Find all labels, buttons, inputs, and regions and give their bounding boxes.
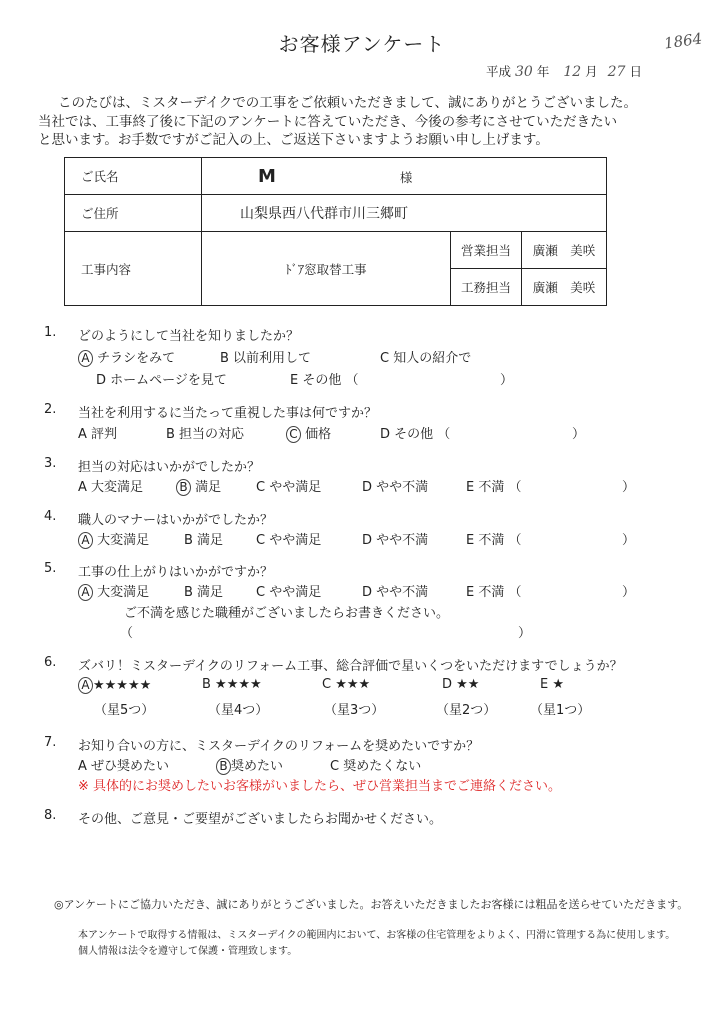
q2-option-a[interactable]: A 評判 — [78, 427, 118, 442]
q4-option-c[interactable]: C やや満足 — [256, 533, 322, 548]
name-label: ご氏名 — [65, 158, 202, 195]
q5-option-a[interactable]: A 大変満足 — [78, 581, 149, 601]
q2-option-c[interactable]: C 価格 — [286, 423, 331, 443]
q3-option-b[interactable]: B 満足 — [176, 476, 221, 496]
q1-a-circled: A — [78, 350, 93, 367]
q1-option-a[interactable]: A チラシをみて — [78, 347, 175, 367]
q2-number: 2. — [44, 402, 57, 417]
name-value: M — [258, 165, 276, 187]
q7-option-c[interactable]: C 奨めたくない — [330, 759, 422, 774]
footer-privacy-2: 個人情報は法令を遵守して保護・管理致します。 — [78, 946, 298, 957]
q4-a-circled: A — [78, 532, 93, 549]
q3-option-a[interactable]: A 大変満足 — [78, 480, 144, 495]
intro-line-2: 当社では、工事終了後に下記のアンケートに答えていただき、今後の参考にさせていただきたい — [38, 113, 618, 130]
sales-value: 廣瀬 美咲 — [532, 243, 596, 258]
date-year-unit: 年 — [536, 64, 550, 79]
q6-option-b[interactable]: B ★★★★ — [202, 677, 262, 692]
intro-line-1: このたびは、ミスターデイクでの工事をご依頼いただきまして、誠にありがとうございました。 — [58, 95, 638, 111]
q8-text: その他、ご意見・ご要望がございましたらお聞かせください。 — [78, 812, 443, 827]
q4-text: 職人のマナーはいかがでしたか？ — [78, 513, 274, 528]
work-value: ﾄﾞｱ窓取替工事 — [285, 261, 367, 277]
sales-label: 営業担当 — [451, 232, 522, 269]
footer-privacy-1: 本アンケートで取得する情報は、ミスターデイクの範囲内において、お客様の住宅管理をよりよく、円滑に管理する為に使用します。 — [78, 930, 676, 941]
page-title: お客様アンケート — [278, 32, 446, 56]
q6-sub-b: （星4つ） — [208, 703, 269, 718]
q8-number: 8. — [44, 808, 57, 823]
sales-cell — [522, 232, 607, 269]
q1-option-e[interactable]: E その他 （ — [290, 373, 359, 388]
q6-sub-e: （星1つ） — [530, 703, 591, 718]
q4-option-d[interactable]: D やや不満 — [362, 533, 429, 548]
q2-option-b[interactable]: B 担当の対応 — [166, 427, 245, 442]
q6-sub-c: （星3つ） — [324, 703, 385, 718]
q6-option-e[interactable]: E ★ — [540, 677, 565, 692]
q7-note: ※ 具体的にお奨めしたいお客様がいましたら、ぜひ営業担当までご連絡ください。 — [78, 779, 562, 794]
q3-option-e-close: ） — [622, 480, 636, 495]
intro-line-3: と思います。お手数ですがご記入の上、ご返送下さいますようお願い申し上げます。 — [38, 132, 549, 148]
q2-c-circled: C — [286, 426, 301, 443]
work-cell — [202, 232, 451, 306]
works-value: 廣瀬 美咲 — [532, 280, 596, 295]
q5-option-e[interactable]: E 不満 （ — [466, 585, 522, 600]
q6-option-c[interactable]: C ★★★ — [322, 677, 371, 692]
q6-option-d[interactable]: D ★★ — [442, 677, 480, 692]
q3-number: 3. — [44, 456, 57, 471]
q1-option-e-close: ） — [500, 373, 514, 388]
date-day: 27 — [607, 64, 626, 80]
q5-text: 工事の仕上がりはいかがですか？ — [78, 565, 274, 580]
q7-text: お知り合いの方に、ミスターデイクのリフォームを奨めたいですか？ — [78, 739, 480, 754]
q4-number: 4. — [44, 509, 57, 524]
name-cell — [202, 158, 607, 195]
q3-b-circled: B — [176, 479, 191, 496]
q5-number: 5. — [44, 561, 57, 576]
q5-paren-close: ） — [518, 626, 532, 641]
address-cell — [202, 195, 607, 232]
q5-option-c[interactable]: C やや満足 — [256, 585, 322, 600]
q3-option-d[interactable]: D やや不満 — [362, 480, 429, 495]
q6-text: ズバリ！ミスターデイクのリフォーム工事、総合評価で星いくつをいただけますでしょうか？ — [78, 659, 623, 674]
address-value: 山梨県西八代群市川三郷町 — [240, 206, 408, 222]
date-line — [486, 62, 642, 80]
q3-option-e[interactable]: E 不満 （ — [466, 480, 522, 495]
work-label: 工事内容 — [65, 232, 202, 306]
q5-paren-open[interactable]: （ — [120, 626, 134, 641]
q6-option-a[interactable]: A ★★★★★ — [78, 677, 151, 694]
q5-option-d[interactable]: D やや不満 — [362, 585, 429, 600]
q5-a-circled: A — [78, 584, 93, 601]
name-suffix: 様 — [399, 169, 413, 185]
q4-option-b[interactable]: B 満足 — [184, 533, 224, 548]
q6-a-circled: A — [78, 677, 93, 694]
q1-option-d[interactable]: D ホームページを見て — [96, 373, 227, 388]
date-year: 30 — [515, 64, 533, 80]
q4-option-e-close: ） — [622, 533, 636, 548]
q7-option-b[interactable]: B 奨めたい — [216, 755, 283, 775]
q1-number: 1. — [44, 325, 57, 340]
date-month-unit: 月 — [585, 64, 598, 79]
q5-option-e-close: ） — [622, 585, 636, 600]
q7-option-a[interactable]: A ぜひ奨めたい — [78, 759, 170, 774]
handwritten-number: 1864 — [662, 29, 704, 53]
q2-text: 当社を利用するに当たって重視した事は何ですか？ — [78, 406, 378, 421]
q4-option-a[interactable]: A 大変満足 — [78, 529, 149, 549]
q1-text: どのようにして当社を知りましたか？ — [78, 329, 300, 344]
q7-b-circled: B — [216, 758, 231, 775]
q6-number: 6. — [44, 655, 57, 670]
date-day-unit: 日 — [629, 64, 642, 79]
q5-option-b[interactable]: B 満足 — [184, 585, 224, 600]
q2-option-d[interactable]: D その他 （ — [380, 427, 451, 442]
q4-option-e[interactable]: E 不満 （ — [466, 533, 522, 548]
q5-followup: ご不満を感じた職種がございましたらお書きください。 — [124, 606, 450, 621]
q1-option-c[interactable]: C 知人の紹介で — [380, 351, 472, 366]
address-label: ご住所 — [65, 195, 202, 232]
q6-sub-d: （星2つ） — [436, 703, 497, 718]
intro-text — [38, 94, 698, 150]
q3-text: 担当の対応はいかがでしたか？ — [78, 460, 261, 475]
date-era: 平成 — [486, 64, 512, 79]
q3-option-c[interactable]: C やや満足 — [256, 480, 322, 495]
q7-number: 7. — [44, 735, 57, 750]
q6-sub-a: （星5つ） — [94, 703, 155, 718]
works-label: 工務担当 — [451, 269, 522, 306]
q1-option-b[interactable]: B 以前利用して — [220, 351, 312, 366]
customer-info-table — [64, 157, 607, 306]
footer-thanks: ◎アンケートにご協力いただき、誠にありがとうございました。お答えいただきましたお客様には粗品を送らせていただきます。 — [54, 898, 689, 911]
q2-option-d-close: ） — [572, 427, 586, 442]
works-cell — [522, 269, 607, 306]
date-month: 12 — [563, 64, 582, 80]
